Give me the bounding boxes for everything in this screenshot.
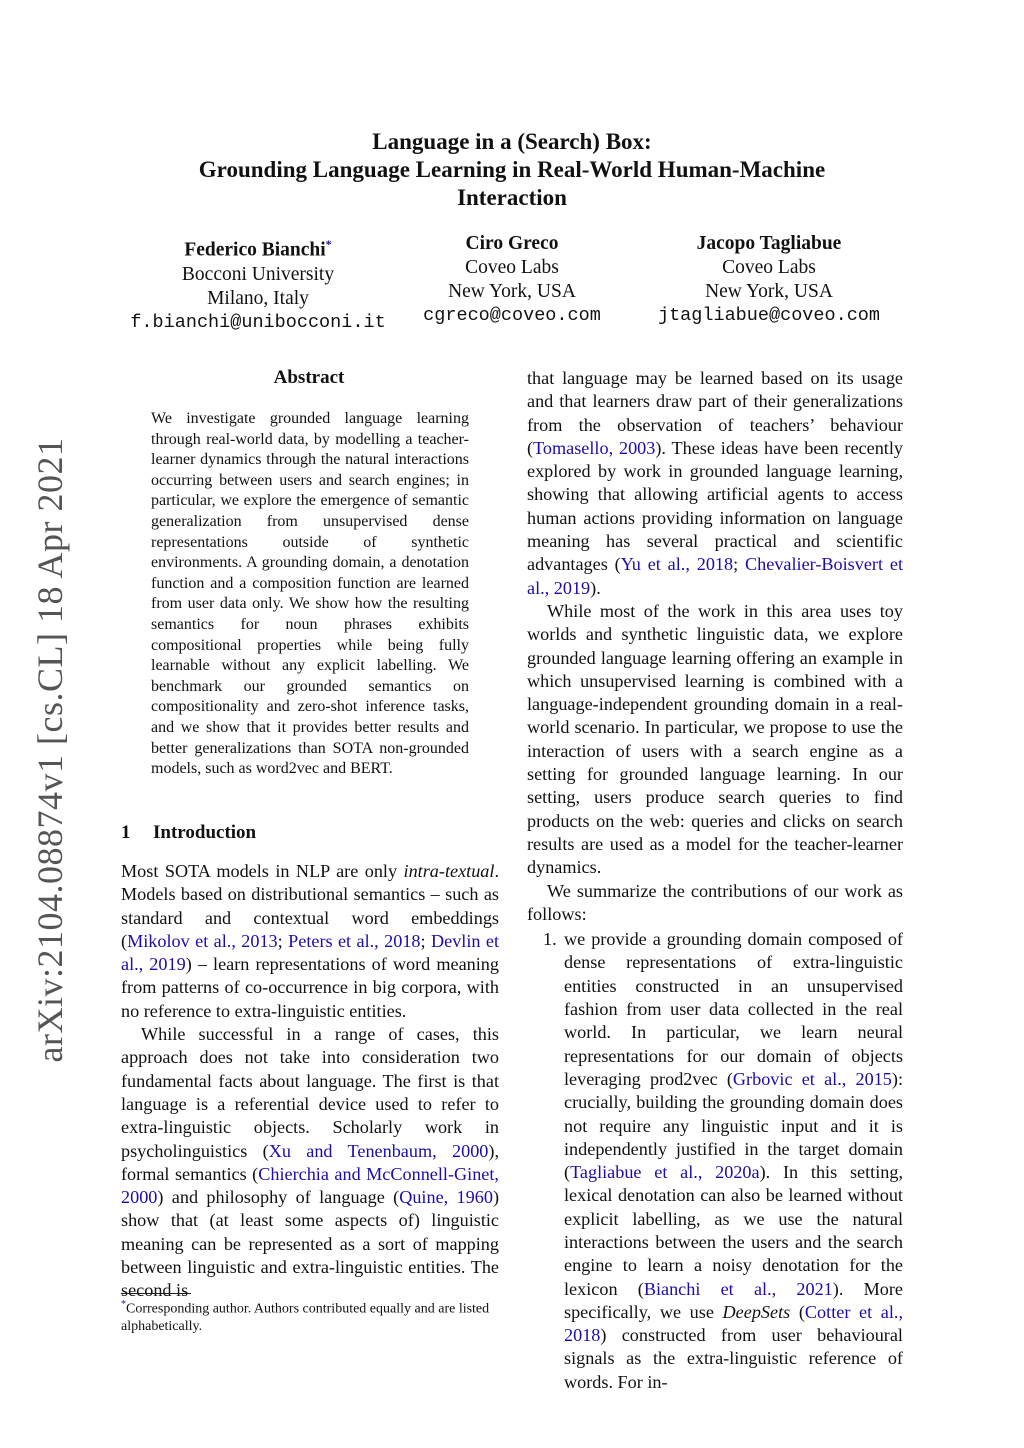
footnote-divider [121,1293,191,1294]
author-email: jtagliabue@coveo.com [657,305,881,326]
left-column-body [121,860,499,1303]
author-affiliation: Coveo Labs [465,257,559,278]
right-column-body [527,367,903,1394]
author-block-1 [130,232,386,335]
title-line-1: Language in a (Search) Box: [372,129,652,154]
list-item: we provide a grounding domain composed of dense representations of extra-linguistic entities constructed in an unsupervised fashion from user data collected in the real world. In particular, we learn neural representations for our domain of objects leveraging prod2vec (Grbovic et al., 2015): crucially, building the grounding domain does not require any linguistic input and it is independently justified in the target domain (Tagliabue et al., 2020a). In this setting, lexical denotation can also be learned without explicit labelling, as we use the natural interactions between the users and the search engine to learn a noisy denotation for the lexicon (Bianchi et al., 2021). More specifically, we use DeepSets (Cotter et al., 2018) constructed from user behavioural signals as the extra-linguistic reference of words. For in- [564,929,904,1392]
citation-link[interactable]: Quine, 1960 [399,1187,493,1208]
paragraph: While most of the work in this area uses toy worlds and synthetic linguistic data, we explore grounded language learning offering an example in which unsupervised learning is combined with a language-independent grounding domain in a real-world scenario. In particular, we propose to use the interaction of users with a search engine as a setting for grounded language learning. In our setting, users produce search queries to find products on the web: queries and clicks on search results are used as a model for the teacher-learner dynamics. [527,600,903,878]
paragraph: We summarize the contributions of our work as follows: [527,880,903,924]
arxiv-id-text: arXiv:2104.08874v1 [cs.CL] 18 Apr 2021 [30,437,70,1063]
section-title: Introduction [153,822,257,843]
footnote-text: Corresponding author. Authors contributed equally and are listed alphabetically. [121,1301,490,1334]
citation-link[interactable]: Cotter et al., 2018 [564,1301,903,1346]
title-line-2: Grounding Language Learning in Real-World Human-Machine [198,157,826,182]
emphasis: intra-textual [403,861,495,881]
author-affiliation: Bocconi University [181,263,335,285]
emphasis: DeepSets [722,1301,791,1322]
author-location: Milano, Italy [207,287,309,309]
arxiv-identifier [28,437,72,1063]
section-number: 1 [121,822,131,843]
author-affiliation: Coveo Labs [722,257,816,278]
citation-link[interactable]: Chierchia and McConnell-Ginet, 2000 [121,1163,499,1208]
citation-link[interactable]: Chevalier-Boisvert et al., 2019 [527,554,903,598]
author-name: Federico Bianchi [184,239,326,261]
citation-link[interactable]: Yu et al., 2018 [620,554,734,575]
citation-link[interactable]: Bianchi et al., 2021 [643,1278,833,1299]
citation-link[interactable]: Tomasello, 2003 [533,437,656,458]
citation-link[interactable]: Xu and Tenenbaum, 2000 [268,1140,489,1161]
paper-title [140,128,884,212]
author-location: New York, USA [448,281,576,302]
title-line-3: Interaction [457,185,567,210]
author-name: Jacopo Tagliabue [696,233,842,254]
author-block-2 [394,232,630,328]
citation-link[interactable]: Devlin et al., 2019 [121,930,500,975]
author-footnote-mark[interactable]: * [325,237,332,251]
paragraph: While successful in a range of cases, this approach does not take into consideration two fundamental facts about language. The first is that language is a referential device used to refer to extra-linguistic objects. Scholarly work in psycholinguistics (Xu and Tenenbaum, 2000), formal semantics (Chierchia and McConnell-Ginet, 2000) and philosophy of language (Quine, 1960) show that (at least some aspects of) linguistic meaning can be represented as a sort of mapping between linguistic and extra-linguistic entities. The second is [121,1024,499,1301]
paragraph: Most SOTA models in NLP are only intra-textual. Models based on distributional semantics – such as standard and contextual word embeddings (Mikolov et al., 2013; Peters et al., 2018; Devlin et al., 2019) – learn representations of word meaning from patterns of co-occurrence in big corpora, with no reference to extra-linguistic entities. [121,861,500,1021]
contributions-list [527,928,903,1394]
abstract-text: We investigate grounded language learning through real-world data, by modelling a teacher-learner dynamics through the natural interactions occurring between users and search engines; in particular, we explore the emergence of semantic generalization from unsupervised dense representations outside of synthetic environments. A grounding domain, a denotation function and a composition function are learned from user data only. We show how the resulting semantics for noun phrases exhibits compositional properties while being fully learnable without any explicit labelling. We benchmark our grounded semantics on compositionality and zero-shot inference tasks, and we show that it provides better results and better generalizations than SOTA non-grounded models, such as word2vec and BERT. [151,410,469,778]
abstract-heading: Abstract [273,367,345,388]
section-heading [121,822,499,844]
author-email: f.bianchi@unibocconi.it [130,311,386,333]
citation-link[interactable]: Tagliabue et al., 2020a [570,1162,760,1183]
citation-link[interactable]: Mikolov et al., 2013 [127,930,278,951]
citation-link[interactable]: Grbovic et al., 2015 [732,1068,892,1089]
footnote-mark: * [121,1299,126,1310]
paragraph: that language may be learned based on its usage and that learners draw part of their generalizations from the observation of teachers’ behaviour (Tomasello, 2003). These ideas have been recently explored by work in grounded language learning, showing that allowing artificial agents to access human actions providing information on language meaning has several practical and scientific advantages (Yu et al., 2018; Chevalier-Boisvert et al., 2019). [527,368,903,598]
citation-link[interactable]: Peters et al., 2018 [288,930,421,951]
author-email: cgreco@coveo.com [423,305,601,326]
author-block-3 [640,232,898,328]
author-location: New York, USA [705,281,833,302]
footnote [121,1296,499,1335]
author-name: Ciro Greco [465,233,559,254]
list-marker: 1. [543,929,557,950]
